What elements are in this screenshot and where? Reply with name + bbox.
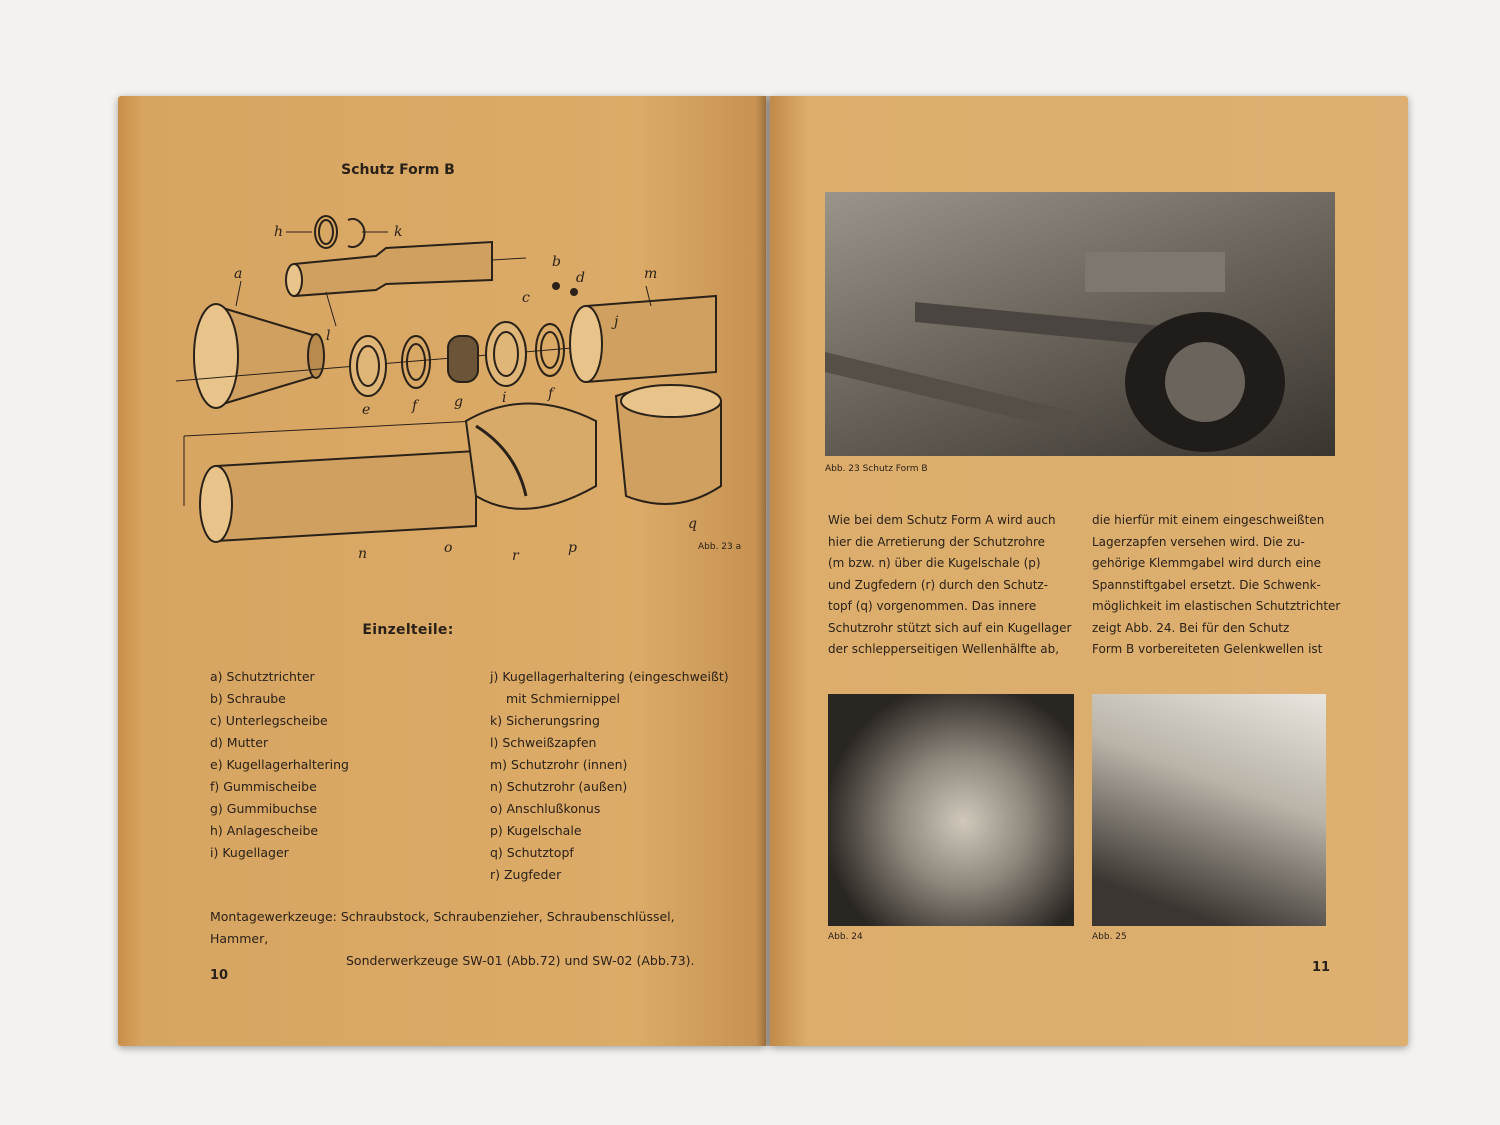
parts-list-col2: [490, 666, 729, 886]
tools-text: [210, 906, 730, 972]
label-f2: f: [548, 386, 554, 402]
label-h: h: [274, 224, 284, 240]
col1-line-6: Schutzrohr stützt sich auf ein Kugellager: [828, 620, 1072, 635]
label-l: l: [326, 328, 331, 344]
col1-line-1: Wie bei dem Schutz Form A wird auch: [828, 513, 1056, 527]
photo-abb25: [1092, 694, 1326, 926]
part-f: f) Gummischeibe: [210, 779, 317, 794]
col2-line-6: zeigt Abb. 24. Bei für den Schutz: [1092, 620, 1290, 635]
tools-line-1: Montagewerkzeuge: Schraubstock, Schraubenzieher, Schraubenschlüssel, Hammer,: [210, 909, 675, 946]
part-g: g) Gummibuchse: [210, 801, 318, 816]
part-d: d) Mutter: [210, 735, 269, 750]
tools-line-2: Sonderwerkzeuge SW-01 (Abb.72) und SW-02 (Abb.73).: [346, 953, 695, 968]
parts-list-col1: [210, 666, 349, 864]
part-a: a) Schutztrichter: [210, 669, 315, 684]
label-g: g: [454, 394, 463, 410]
part-k: k) Sicherungsring: [490, 713, 600, 728]
label-k: k: [394, 224, 403, 240]
col1-line-7: der schlepperseitigen Wellenhälfte ab,: [828, 642, 1060, 656]
open-booklet: [118, 96, 1408, 1046]
part-l: l) Schweißzapfen: [490, 735, 597, 750]
label-i: i: [502, 390, 507, 406]
photo2-caption: Abb. 24: [828, 932, 863, 942]
part-j: j) Kugellagerhaltering (eingeschweißt): [490, 669, 729, 684]
label-o: o: [444, 540, 453, 556]
right-page: [770, 96, 1408, 1046]
label-a: a: [234, 266, 243, 282]
label-j: j: [614, 314, 619, 330]
label-d: d: [576, 270, 585, 286]
label-p: p: [568, 540, 577, 556]
photo3-caption: Abb. 25: [1092, 932, 1127, 942]
page-number-left: 10: [210, 968, 229, 983]
part-b: b) Schraube: [210, 691, 286, 706]
part-i: i) Kugellager: [210, 845, 289, 860]
part-m: m) Schutzrohr (innen): [490, 757, 628, 772]
col1-line-3: (m bzw. n) über die Kugelschale (p): [828, 556, 1041, 570]
photo-tractor: [825, 192, 1335, 456]
part-j-cont: mit Schmiernippel: [506, 691, 620, 706]
photo1-caption: Abb. 23 Schutz Form B: [825, 464, 928, 474]
figure-caption: Abb. 23 a: [698, 542, 742, 552]
part-p: p) Kugelschale: [490, 823, 582, 838]
label-f: f: [412, 398, 418, 414]
col2-line-5: möglichkeit im elastischen Schutztrichter: [1092, 599, 1341, 613]
part-o: o) Anschlußkonus: [490, 801, 601, 816]
label-b: b: [552, 254, 561, 270]
part-q: q) Schutztopf: [490, 845, 574, 860]
body-col1: [828, 510, 1078, 661]
left-page: [118, 96, 766, 1046]
col1-line-4: und Zugfedern (r) durch den Schutz-: [828, 577, 1049, 592]
col2-line-4: Spannstiftgabel ersetzt. Die Schwenk-: [1092, 577, 1321, 592]
col2-line-3: gehörige Klemmgabel wird durch eine: [1092, 556, 1322, 570]
part-c: c) Unterlegscheibe: [210, 713, 328, 728]
label-r: r: [512, 548, 519, 564]
label-e: e: [362, 402, 371, 418]
label-c: c: [522, 290, 530, 306]
body-col2: [1092, 510, 1342, 661]
page-number-right: 11: [1312, 960, 1331, 975]
photo-abb24: [828, 694, 1074, 926]
exploded-diagram: [176, 196, 736, 576]
col2-line-2: Lagerzapfen versehen wird. Die zu-: [1092, 534, 1305, 549]
label-m: m: [644, 266, 658, 282]
label-n: n: [358, 546, 368, 562]
part-n: n) Schutzrohr (außen): [490, 779, 628, 794]
page-title: Schutz Form B: [341, 162, 455, 178]
col2-line-1: die hierfür mit einem eingeschweißten: [1092, 513, 1325, 527]
part-r: r) Zugfeder: [490, 867, 562, 882]
part-h: h) Anlagescheibe: [210, 823, 319, 838]
col1-line-5: topf (q) vorgenommen. Das innere: [828, 599, 1037, 613]
part-e: e) Kugellagerhaltering: [210, 757, 349, 772]
col1-line-2: hier die Arretierung der Schutzrohre: [828, 534, 1046, 549]
parts-heading: Einzelteile:: [362, 622, 454, 638]
label-q: q: [688, 516, 697, 532]
col2-line-7: Form B vorbereiteten Gelenkwellen ist: [1092, 642, 1323, 656]
